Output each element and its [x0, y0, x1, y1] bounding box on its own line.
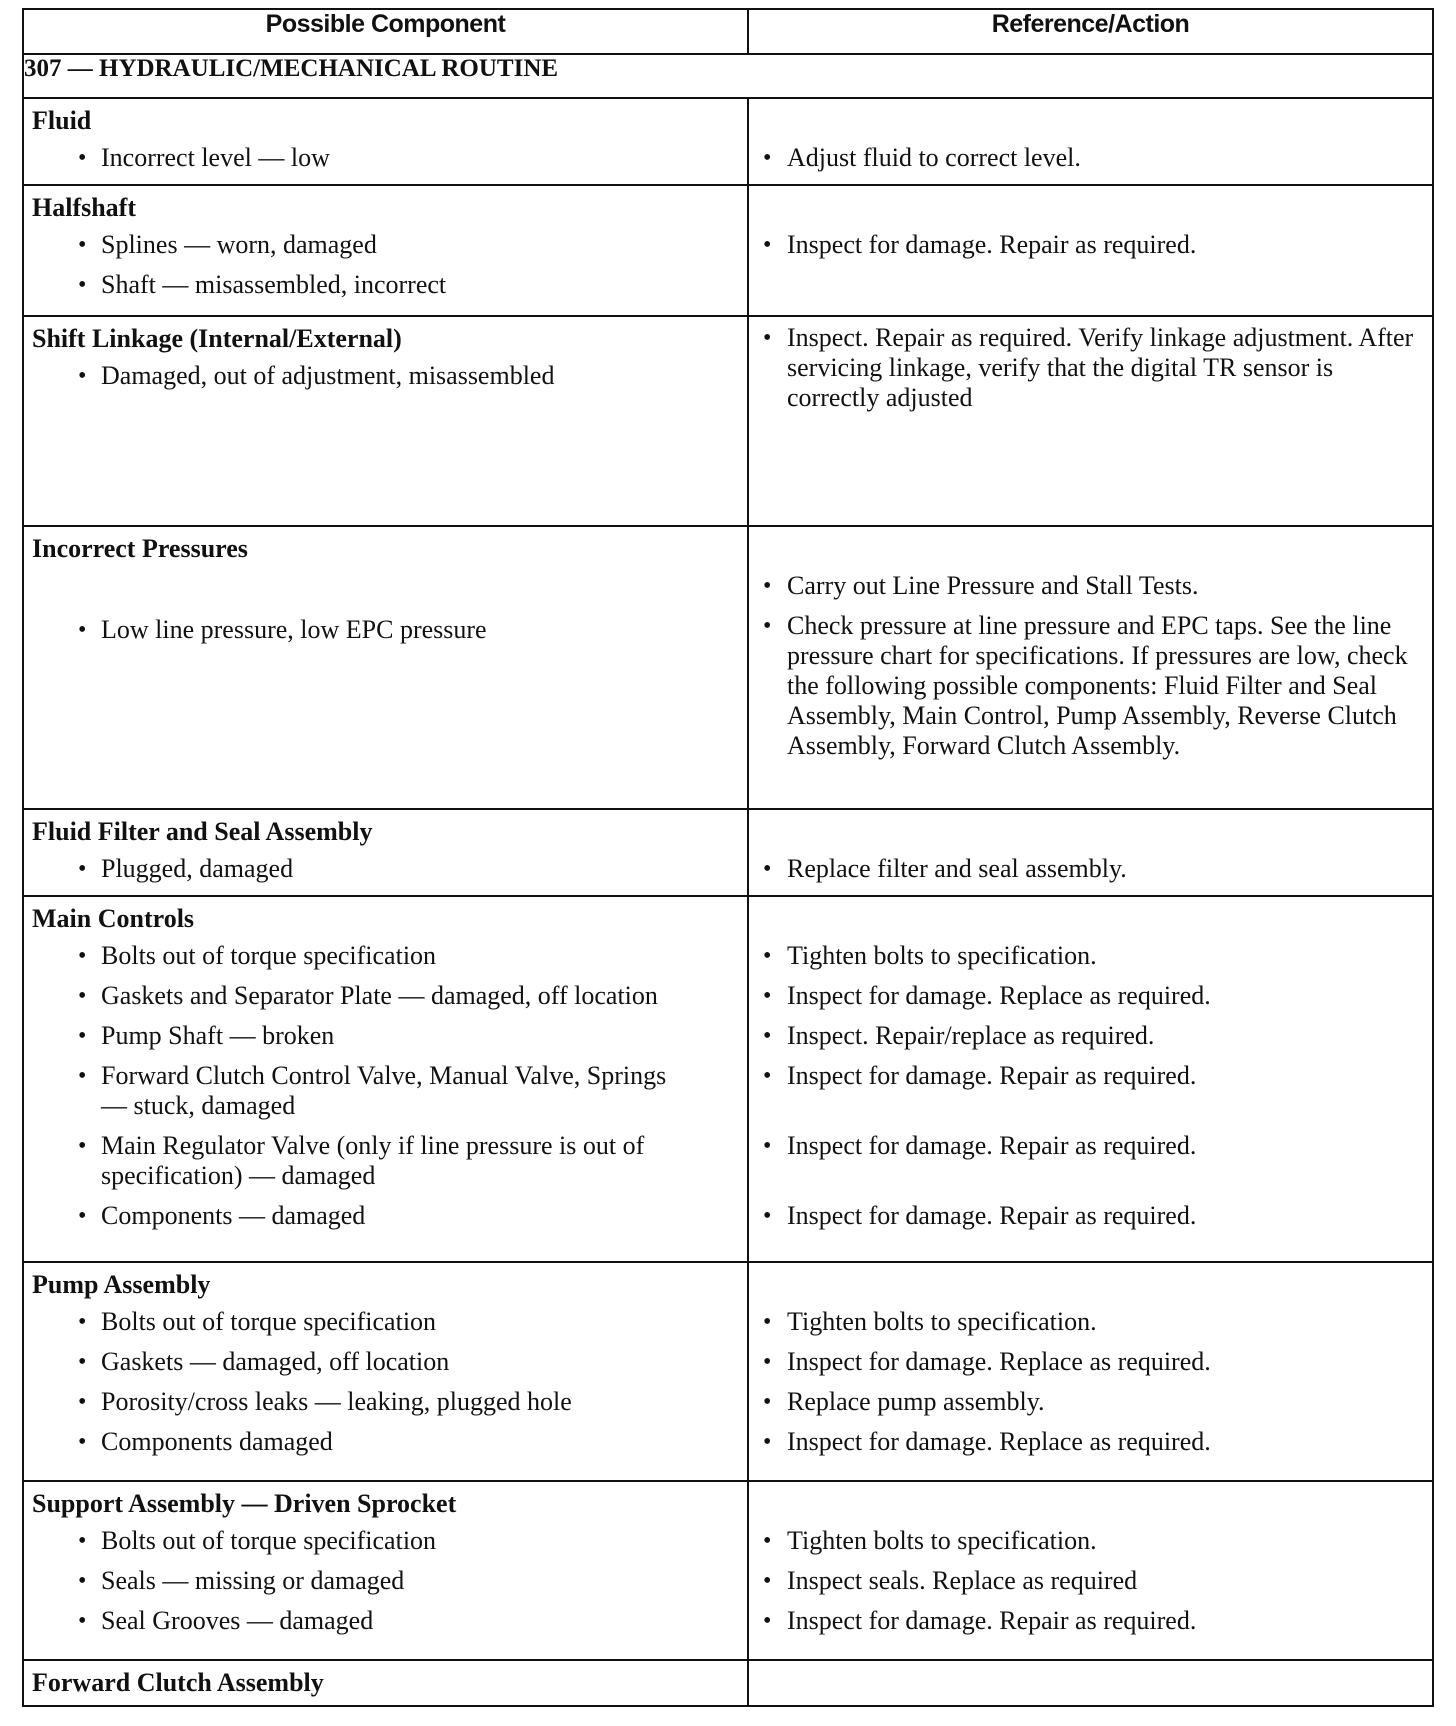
action-cell [748, 1262, 1433, 1481]
action-cell [748, 185, 1433, 316]
component-cell [23, 1481, 748, 1660]
section-title: Fluid Filter and Seal Assembly [32, 817, 373, 846]
component-item: • Components damaged [24, 1427, 747, 1457]
action-item: • Carry out Line Pressure and Stall Tests. [749, 571, 1432, 601]
component-cell [23, 1262, 748, 1481]
diagnosis-table [22, 8, 1434, 1707]
action-cell [748, 98, 1433, 185]
routine-title: 307 — HYDRAULIC/MECHANICAL ROUTINE [23, 54, 1433, 98]
component-cell [23, 896, 748, 1262]
routine-row [23, 54, 1433, 98]
component-item: • Pump Shaft — broken [24, 1021, 747, 1051]
section-row [23, 809, 1433, 896]
component-item: • Components — damaged [24, 1201, 747, 1231]
action-item: • Inspect for damage. Repair as required. [749, 1606, 1432, 1636]
section-row [23, 98, 1433, 185]
section-title: Shift Linkage (Internal/External) [32, 324, 402, 353]
action-cell [748, 316, 1433, 526]
section-row [23, 1660, 1433, 1706]
action-item: • Inspect for damage. Repair as required. [749, 1201, 1432, 1231]
component-cell [23, 526, 748, 809]
component-item: • Low line pressure, low EPC pressure [24, 615, 747, 645]
section-row [23, 1481, 1433, 1660]
header-reference-action: Reference/Action [748, 9, 1433, 54]
component-item: • Seal Grooves — damaged [24, 1606, 747, 1636]
section-row [23, 1262, 1433, 1481]
component-item: • Incorrect level — low [24, 143, 747, 173]
section-title: Support Assembly — Driven Sprocket [32, 1489, 457, 1518]
section-row [23, 896, 1433, 1262]
component-item: • Bolts out of torque specification [24, 1307, 747, 1337]
action-item: • Adjust fluid to correct level. [749, 143, 1432, 173]
component-cell [23, 185, 748, 316]
action-item: • Replace filter and seal assembly. [749, 854, 1432, 884]
action-item: • Inspect. Repair/replace as required. [749, 1021, 1432, 1051]
component-cell [23, 809, 748, 896]
section-title: Incorrect Pressures [32, 534, 248, 563]
action-item: • Inspect for damage. Repair as required. [749, 1131, 1432, 1161]
section-title: Fluid [32, 106, 92, 135]
action-cell [748, 809, 1433, 896]
section-row [23, 185, 1433, 316]
action-item: • Inspect for damage. Replace as required. [749, 1347, 1432, 1377]
action-item: • Replace pump assembly. [749, 1387, 1432, 1417]
component-item: • Main Regulator Valve (only if line pressure is out of specification) — damaged [24, 1131, 747, 1191]
action-cell [748, 1481, 1433, 1660]
action-item: • Inspect for damage. Replace as required. [749, 1427, 1432, 1457]
component-item: • Gaskets and Separator Plate — damaged, off location [24, 981, 747, 1011]
action-item: • Inspect for damage. Repair as required. [749, 230, 1432, 260]
action-item: • Tighten bolts to specification. [749, 1307, 1432, 1337]
component-item: • Bolts out of torque specification [24, 1526, 747, 1556]
component-item: • Bolts out of torque specification [24, 941, 747, 971]
action-item: • Inspect. Repair as required. Verify linkage adjustment. After servicing linkage, verify that the digital TR sensor is correctly adjusted [749, 323, 1432, 413]
component-item: • Gaskets — damaged, off location [24, 1347, 747, 1377]
component-cell [23, 316, 748, 526]
section-title: Halfshaft [32, 193, 136, 222]
action-item: • Check pressure at line pressure and EPC taps. See the line pressure chart for specifications. If pressures are low, check the following possible components: Fluid Filter and Seal Assembly, Main Control, Pump Assembly, Reverse Clutch Assembly, Forward Clutch Assembly. [749, 611, 1432, 761]
section-row [23, 316, 1433, 526]
component-item: • Damaged, out of adjustment, misassembled [24, 361, 747, 391]
action-item: • Inspect for damage. Repair as required. [749, 1061, 1432, 1091]
section-row [23, 526, 1433, 809]
table-header-row [23, 9, 1433, 54]
action-item: • Tighten bolts to specification. [749, 941, 1432, 971]
component-cell [23, 98, 748, 185]
section-title: Forward Clutch Assembly [32, 1668, 324, 1697]
header-possible-component: Possible Component [23, 9, 748, 54]
action-item: • Inspect for damage. Replace as required. [749, 981, 1432, 1011]
component-item: • Porosity/cross leaks — leaking, plugged hole [24, 1387, 747, 1417]
action-cell [748, 1660, 1433, 1706]
action-cell [748, 526, 1433, 809]
action-item: • Tighten bolts to specification. [749, 1526, 1432, 1556]
component-item: • Splines — worn, damaged [24, 230, 747, 260]
component-item: • Plugged, damaged [24, 854, 747, 884]
component-cell [23, 1660, 748, 1706]
action-item: • Inspect seals. Replace as required [749, 1566, 1432, 1596]
component-item: • Forward Clutch Control Valve, Manual Valve, Springs — stuck, damaged [24, 1061, 747, 1121]
section-title: Pump Assembly [32, 1270, 211, 1299]
component-item: • Seals — missing or damaged [24, 1566, 747, 1596]
component-item: • Shaft — misassembled, incorrect [24, 270, 747, 300]
action-cell [748, 896, 1433, 1262]
section-title: Main Controls [32, 904, 195, 933]
